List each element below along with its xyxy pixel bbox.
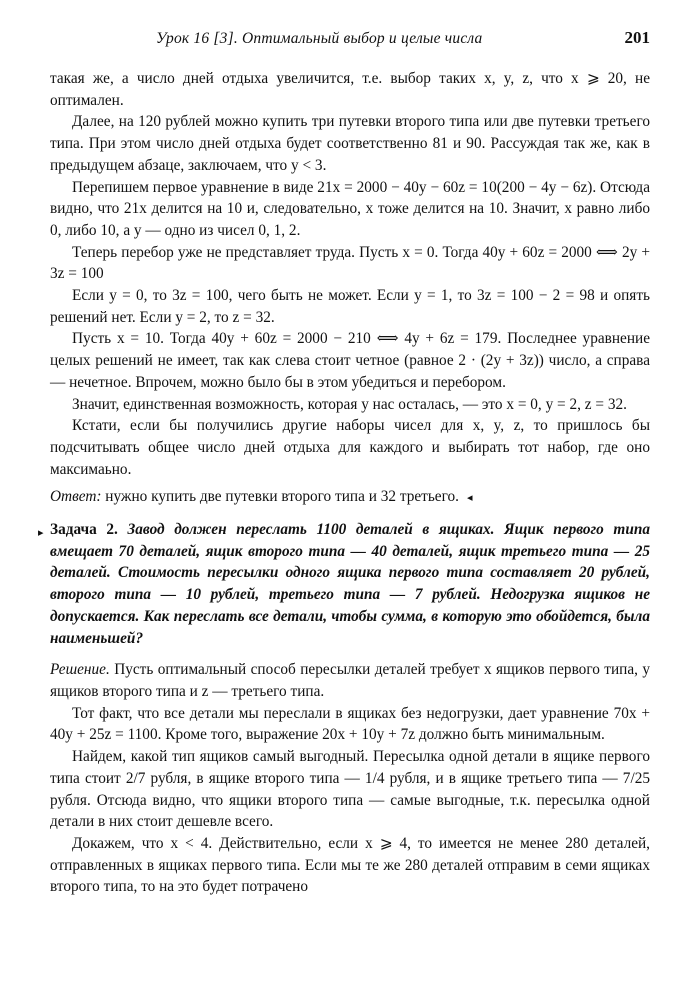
chapter-title: Урок 16 [3]. Оптимальный выбор и целые числа <box>156 30 483 47</box>
answer <box>50 486 650 510</box>
paragraph: Докажем, что x < 4. Действительно, если x ⩾ 4, то имеется не менее 280 деталей, отправленных в ящиках первого типа. Если мы те же 280 деталей отправим в семи ящиках второго типа, то на это будет потрачено <box>50 834 650 896</box>
page-number: 201 <box>624 28 650 47</box>
task-marker-icon: ▸ <box>38 527 44 540</box>
paragraph: Значит, единственная возможность, которая у нас осталась, — это x = 0, y = 2, z = 32. <box>72 395 627 413</box>
end-of-solution-icon: ◂ <box>466 492 473 505</box>
answer-label: Ответ: <box>50 488 102 506</box>
task-statement: Завод должен переслать 1100 деталей в ящиках. Ящик первого типа вмещает 70 деталей, ящик второго типа — 40 деталей, ящик третьего типа — 25 деталей. Стоимость пересылки одного ящика первого типа составляет 20 рублей, второго типа — 10 рублей, третьего типа — 7 рублей. Недогрузка ящиков не допускается. Как переслать все детали, чтобы сумма, в которую это обойдется, была наименьшей? <box>50 521 650 647</box>
answer-text: нужно купить две путевки второго типа и 32 третьего. <box>105 488 459 506</box>
solution-text: Пусть оптимальный способ пересылки деталей требует x ящиков первого типа, y ящиков второго типа и z — третьего типа. <box>50 661 650 700</box>
main-text <box>38 68 650 898</box>
paragraph: Найдем, какой тип ящиков самый выгодный. Пересылка одной детали в ящике первого типа стоит 2/7 рубля, в ящике второго типа — 1/4 рубля, и в ящике третьего типа — 7/25 рубля. Отсюда видно, что ящики второго типа — самые выгодные, т.к. пересылка одной детали в них стоит дешевле всего. <box>50 748 650 831</box>
paragraph: такая же, а число дней отдыха увеличится, т.е. выбор таких x, y, z, что x ⩾ 20, не оптимален. <box>50 70 650 109</box>
paragraph: Перепишем первое уравнение в виде 21x = 2000 − 40y − 60z = 10(200 − 4y − 6z). Отсюда видно, что 21x делится на 10 и, следовательно, x тоже делится на 10. Значит, x равно либо 0, либо 10, а y — одно из чисел 0, 1, 2. <box>50 178 650 239</box>
paragraph: Кстати, если бы получились другие наборы чисел для x, y, z, то пришлось бы подсчитывать общее число дней отдыха для каждого и выбирать тот набор, где оно максимаьно. <box>50 417 650 478</box>
task-label: Задача 2. <box>50 521 118 539</box>
solution-intro <box>50 659 650 702</box>
task-2 <box>38 519 650 649</box>
paragraph: Тот факт, что все детали мы переслали в ящиках без недогрузки, дает уравнение 70x + 40y + 25z = 1100. Кроме того, выражение 20x + 10y + 7z должно быть минимальным. <box>50 704 650 744</box>
paragraph: Пусть x = 10. Тогда 40y + 60z = 2000 − 210 ⟺ 4y + 6z = 179. Последнее уравнение целых решений не имеет, так как слева стоит четное (равное 2 · (2y + 3z)) число, а справа — нечетное. Впрочем, можно было бы в этом убедиться и перебором. <box>50 330 650 391</box>
paragraph: Теперь перебор уже не представляет труда. Пусть x = 0. Тогда 40y + 60z = 2000 ⟺ 2y + 3z = 100 <box>50 243 650 283</box>
running-header <box>50 28 650 50</box>
paragraph: Если y = 0, то 3z = 100, чего быть не может. Если y = 1, то 3z = 100 − 2 = 98 и опять решений нет. Если y = 2, то z = 32. <box>50 287 650 326</box>
solution-label: Решение. <box>50 661 110 679</box>
paragraph: Далее, на 120 рублей можно купить три путевки второго типа или две путевки третьего типа. При этом число дней отдыха будет соответственно 81 и 90. Рассуждая так же, как в предыдущем абзаце, заключаем, что y < 3. <box>50 113 650 174</box>
